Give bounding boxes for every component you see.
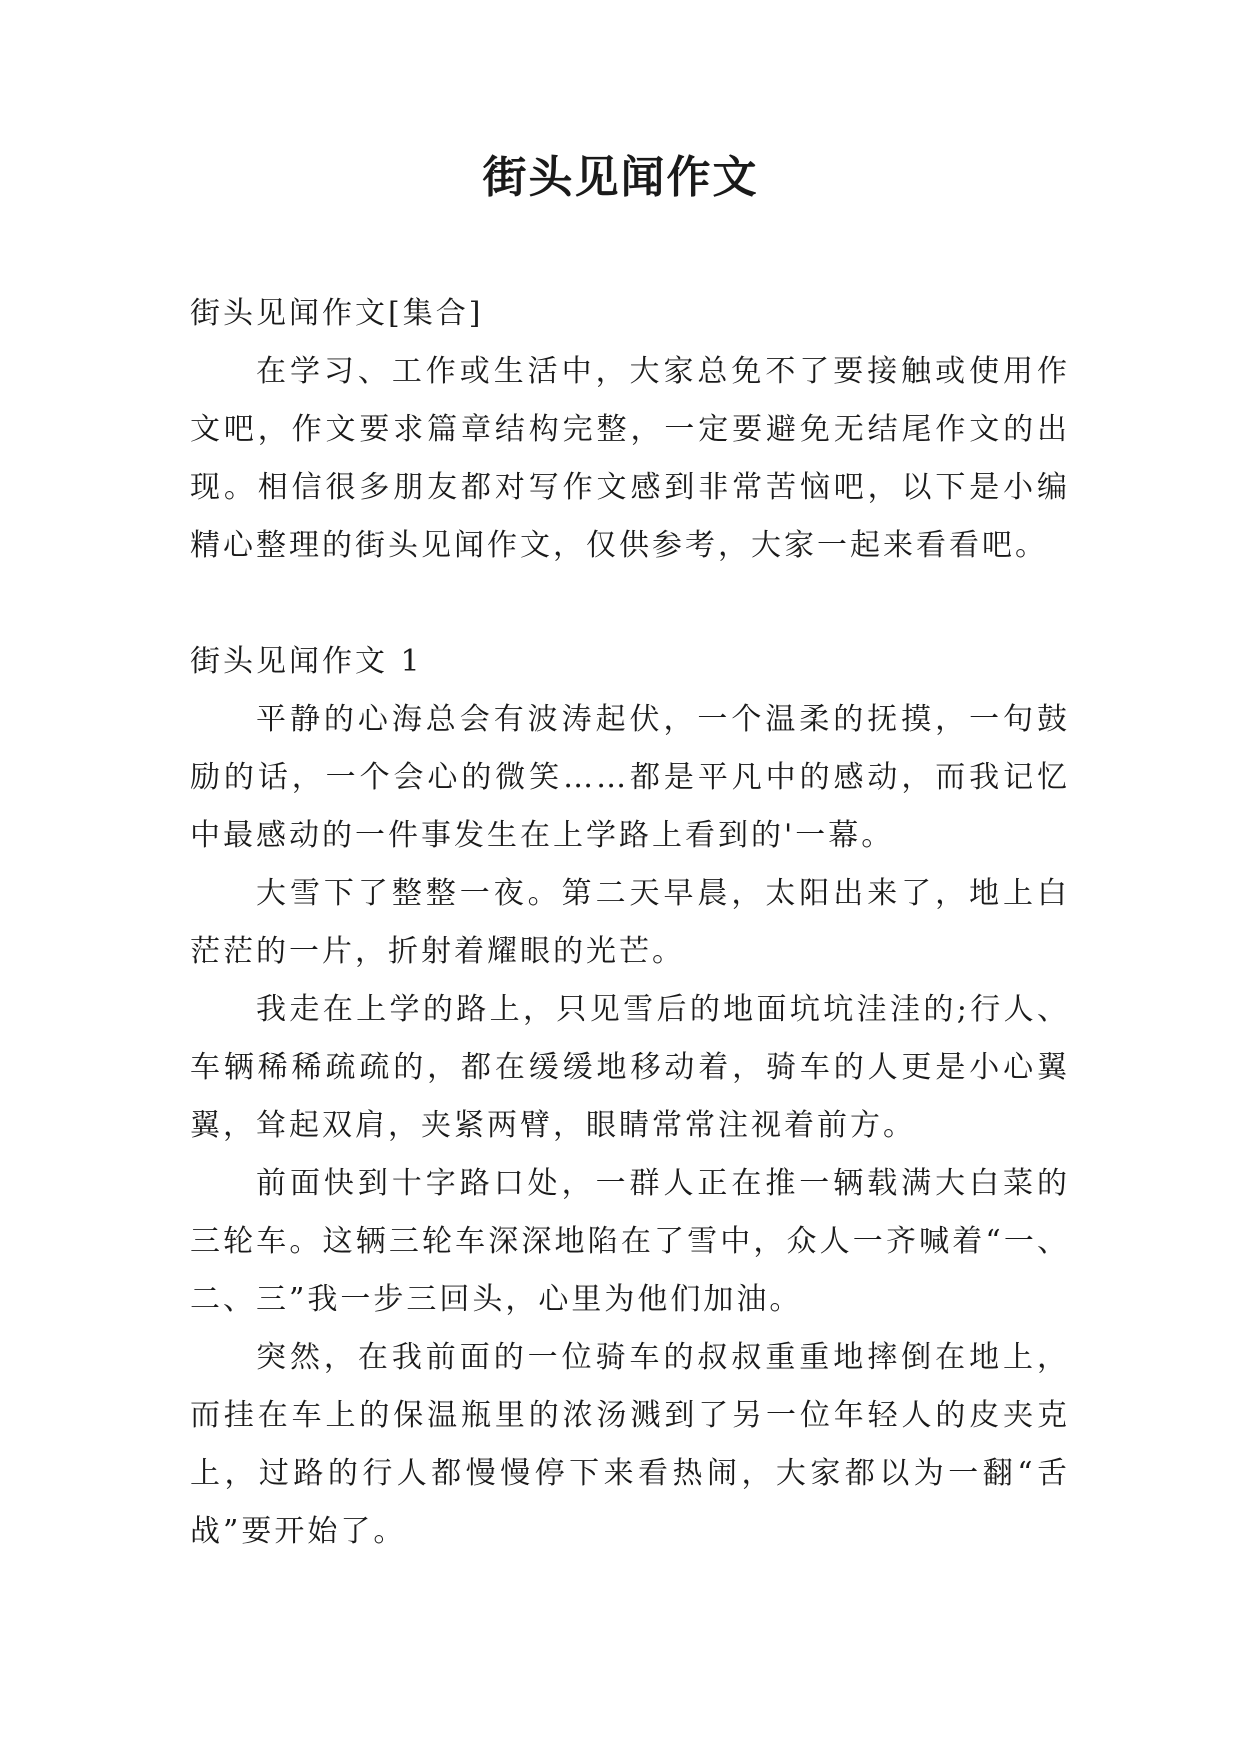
- essay-1-paragraph: 我走在上学的路上，只见雪后的地面坑坑洼洼的;行人、车辆稀稀疏疏的，都在缓缓地移动着，骑车的人更是小心翼翼，耸起双肩，夹紧两臂，眼睛常常注视着前方。: [190, 992, 1070, 1143]
- essay-1-paragraph: 大雪下了整整一夜。第二天早晨，太阳出来了，地上白茫茫的一片，折射着耀眼的光芒。: [190, 876, 1070, 969]
- essay-1-heading: 街头见闻作文 1: [190, 644, 423, 679]
- intro-heading: 街头见闻作文[集合]: [190, 296, 484, 331]
- document-title: 街头见闻作文: [482, 152, 759, 203]
- document-body: [190, 285, 1070, 1561]
- essay-1-paragraph: 前面快到十字路口处，一群人正在推一辆载满大白菜的三轮车。这辆三轮车深深地陷在了雪中，众人一齐喊着“一、二、三”我一步三回头，心里为他们加油。: [190, 1166, 1070, 1317]
- essay-1-paragraph: 平静的心海总会有波涛起伏，一个温柔的抚摸，一句鼓励的话，一个会心的微笑……都是平凡中的感动，而我记忆中最感动的一件事发生在上学路上看到的'一幕。: [190, 702, 1070, 853]
- intro-paragraph: 在学习、工作或生活中，大家总免不了要接触或使用作文吧，作文要求篇章结构完整，一定要避免无结尾作文的出现。相信很多朋友都对写作文感到非常苦恼吧，以下是小编精心整理的街头见闻作文，仅供参考，大家一起来看看吧。: [190, 354, 1070, 563]
- section-spacer: [190, 575, 1070, 633]
- essay-1-paragraph: 突然，在我前面的一位骑车的叔叔重重地摔倒在地上，而挂在车上的保温瓶里的浓汤溅到了另一位年轻人的皮夹克上，过路的行人都慢慢停下来看热闹，大家都以为一翻“舌战”要开始了。: [190, 1340, 1070, 1549]
